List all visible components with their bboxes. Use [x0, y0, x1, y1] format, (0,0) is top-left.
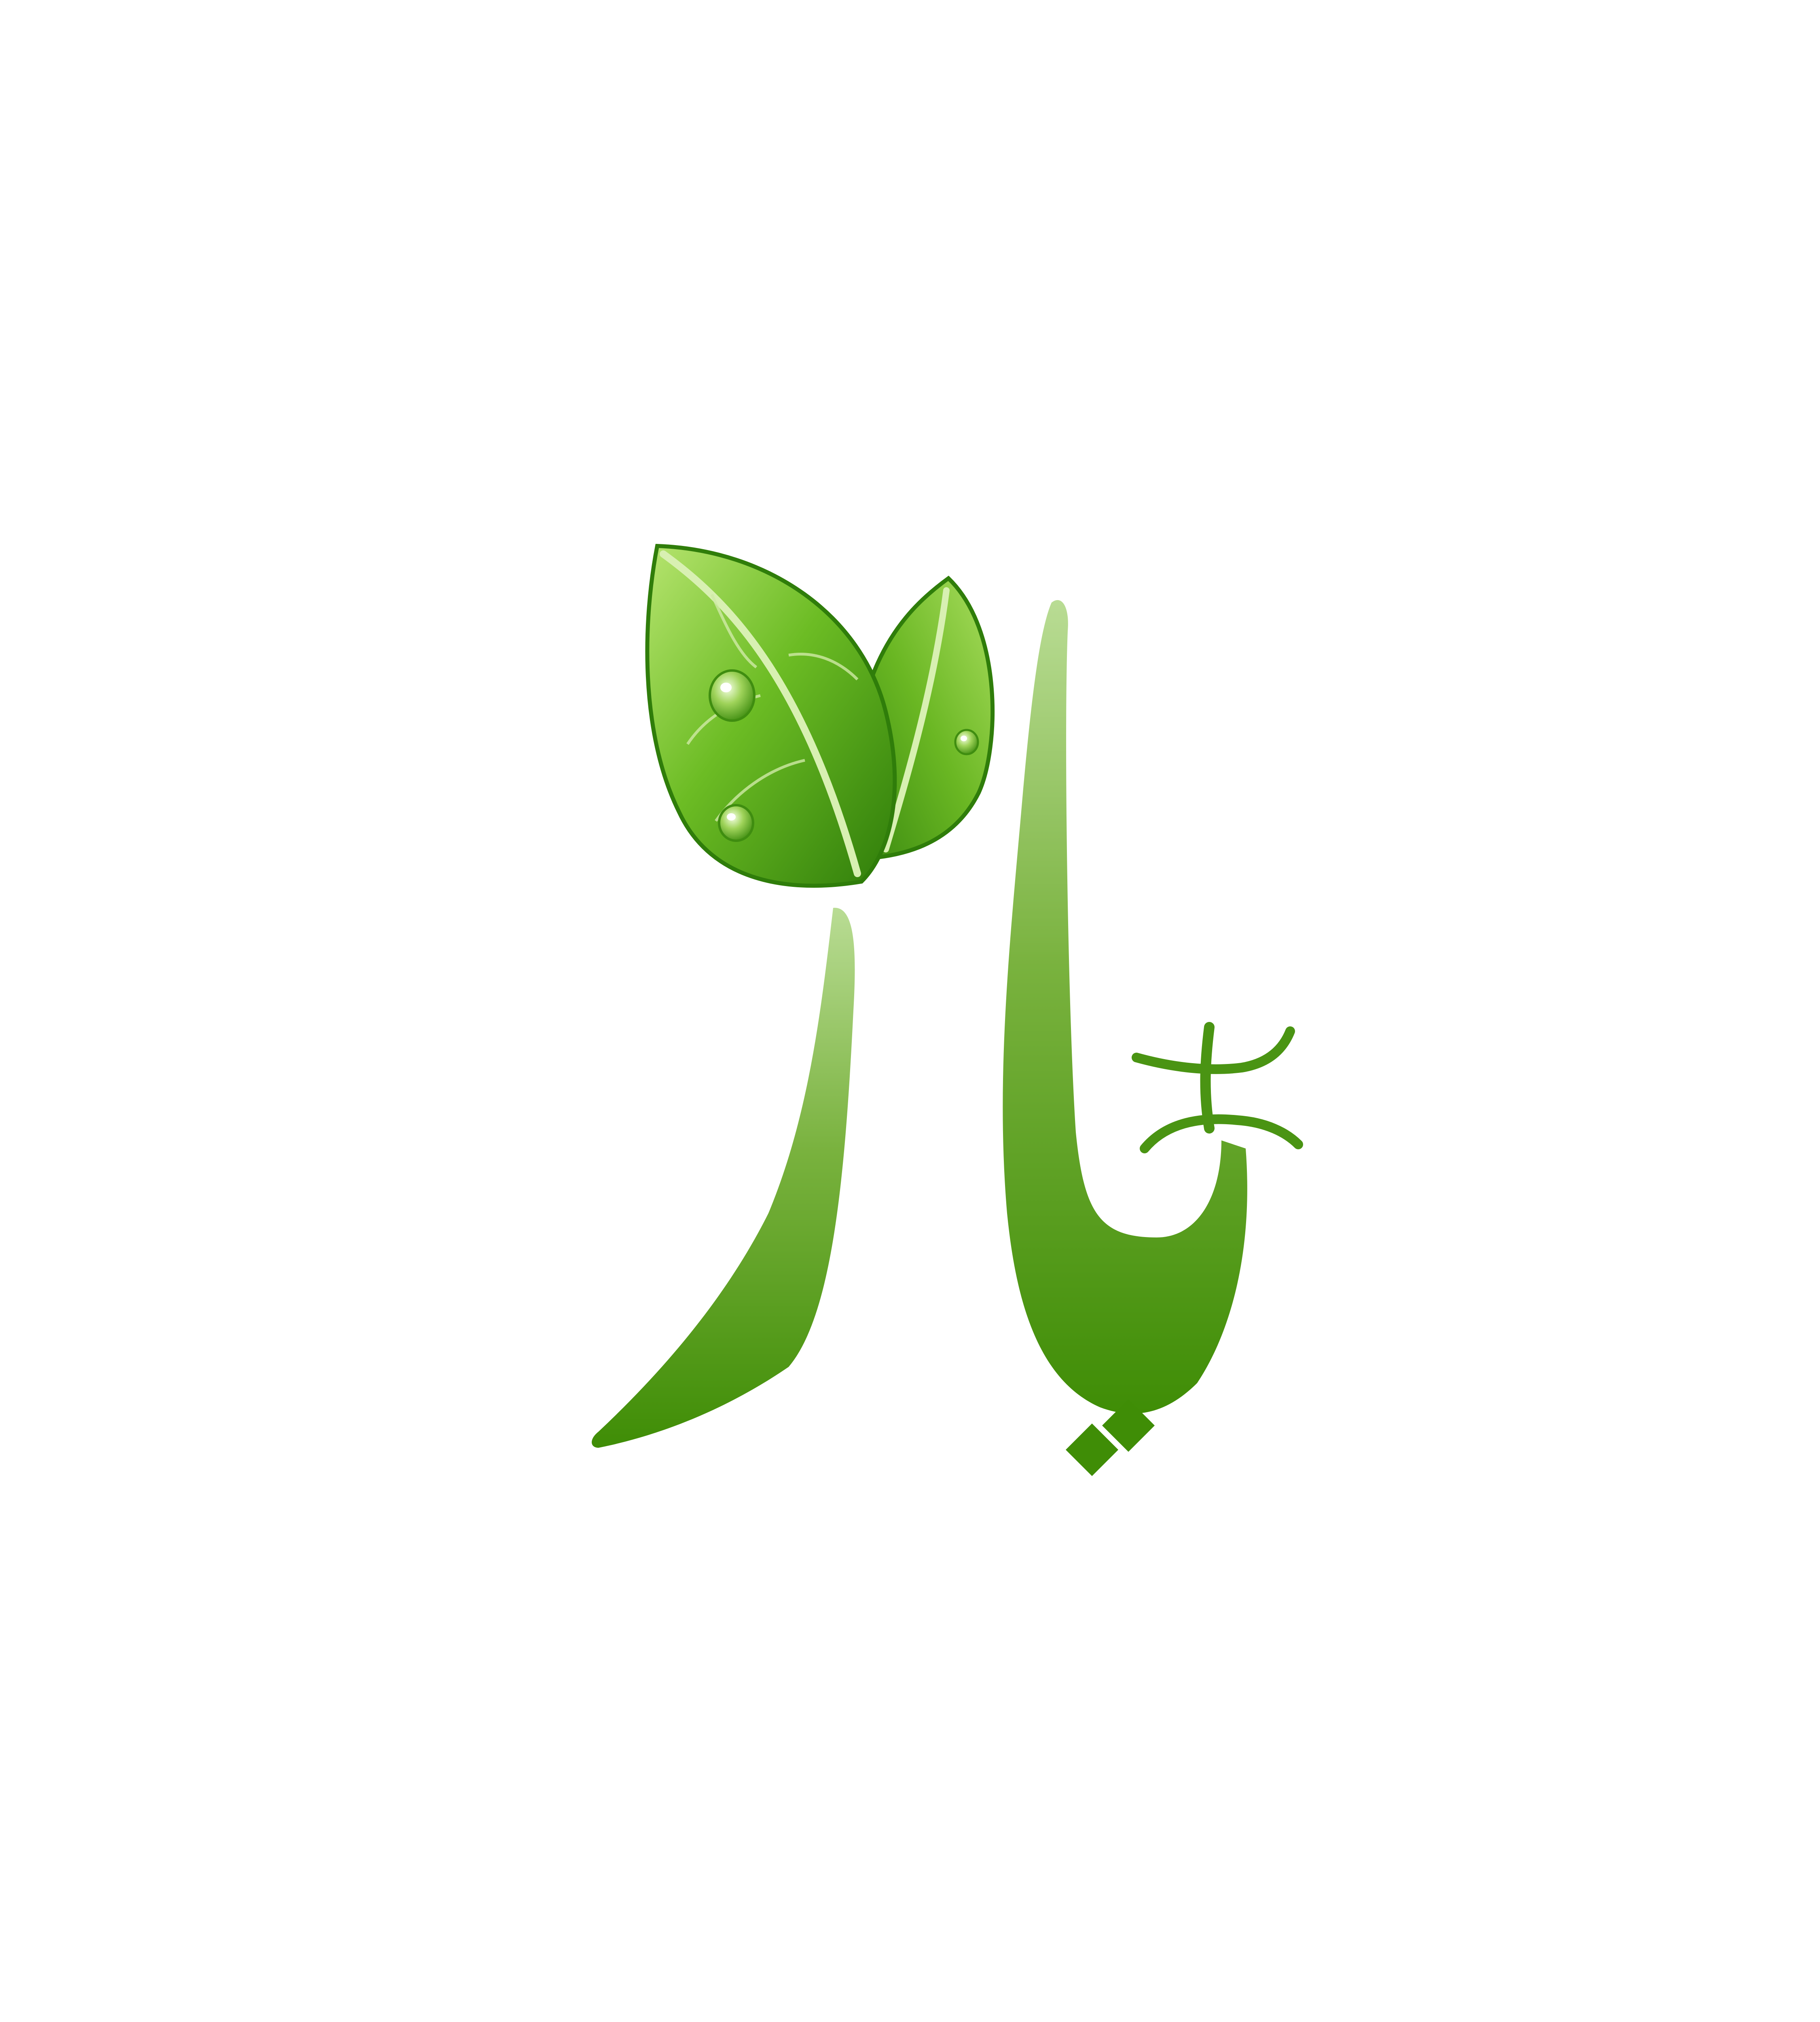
leaf-icon	[647, 546, 993, 886]
leaf-front	[647, 546, 895, 886]
letter-diacritics	[1136, 1027, 1298, 1148]
letter-alef-ya	[1003, 600, 1247, 1414]
letter-stroke-left	[592, 908, 855, 1448]
